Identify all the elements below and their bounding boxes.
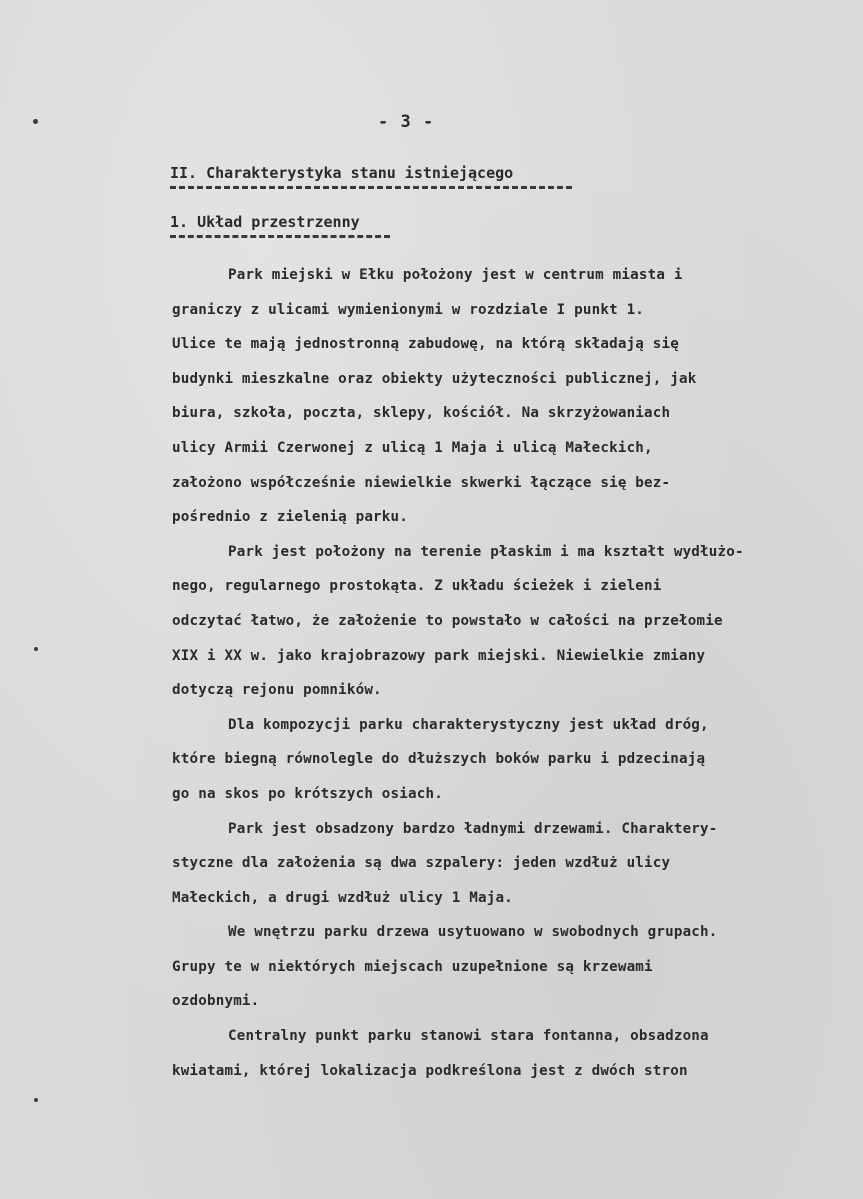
text-line: Dla kompozycji parku charakterystyczny jest układ dróg, [228,716,709,733]
text-line: graniczy z ulicami wymienionymi w rozdziale I punkt 1. [172,301,645,318]
punch-mark-bottom [34,1098,38,1102]
text-line: które biegną równolegle do dłuższych boków parku i pdzecinają [172,751,706,768]
text-line: biura, szkoła, poczta, sklepy, kościół. Na skrzyżowaniach [172,405,671,422]
subsection-heading-text: 1. Układ przestrzenny [170,213,360,231]
text-line: nego, regularnego prostokąta. Z układu ścieżek i zieleni [172,578,662,595]
page-number: - 3 - [378,112,435,132]
section-heading [170,164,572,189]
section-heading-underline [170,186,572,189]
text-line: ozdobnymi. [172,993,260,1010]
text-line: Park jest położony na terenie płaskim i ma kształt wydłużo- [228,543,744,560]
text-line: pośrednio z zielenią parku. [172,509,409,526]
text-line: go na skos po krótszych osiach. [172,785,443,802]
text-line: Centralny punkt parku stanowi stara fontanna, obsadzona [228,1028,709,1045]
text-line: założono współcześnie niewielkie skwerki łączące się bez- [172,474,671,491]
subsection-heading [170,213,390,238]
punch-mark-top [33,119,38,124]
section-heading-text: II. Charakterystyka stanu istniejącego [170,164,514,182]
text-line: Park miejski w Ełku położony jest w centrum miasta i [228,267,683,283]
text-line: Park jest obsadzony bardzo ładnymi drzewami. Charaktery- [228,820,718,837]
text-line: odczytać łatwo, że założenie to powstało w całości na przełomie [172,612,723,629]
text-line: Małeckich, a drugi wzdłuż ulicy 1 Maja. [172,889,513,906]
text-line: ulicy Armii Czerwonej z ulicą 1 Maja i ulicą Małeckich, [172,439,653,456]
text-line: budynki mieszkalne oraz obiekty użyteczności publicznej, jak [172,370,697,387]
text-line: XIX i XX w. jako krajobrazowy park miejski. Niewielkie zmiany [172,647,706,664]
text-line: We wnętrzu parku drzewa usytuowano w swobodnych grupach. [228,924,718,941]
text-line: dotyczą rejonu pomników. [172,682,382,699]
text-line: styczne dla założenia są dwa szpalery: jeden wzdłuż ulicy [172,855,671,872]
text-line: kwiatami, której lokalizacja podkreślona jest z dwóch stron [172,1062,688,1079]
punch-mark-middle [34,647,38,651]
body-text [172,258,832,1088]
text-line: Ulice te mają jednostronną zabudowę, na którą składają się [172,336,680,353]
text-line: Grupy te w niektórych miejscach uzupełnione są krzewami [172,958,653,975]
subsection-heading-underline [170,235,390,238]
